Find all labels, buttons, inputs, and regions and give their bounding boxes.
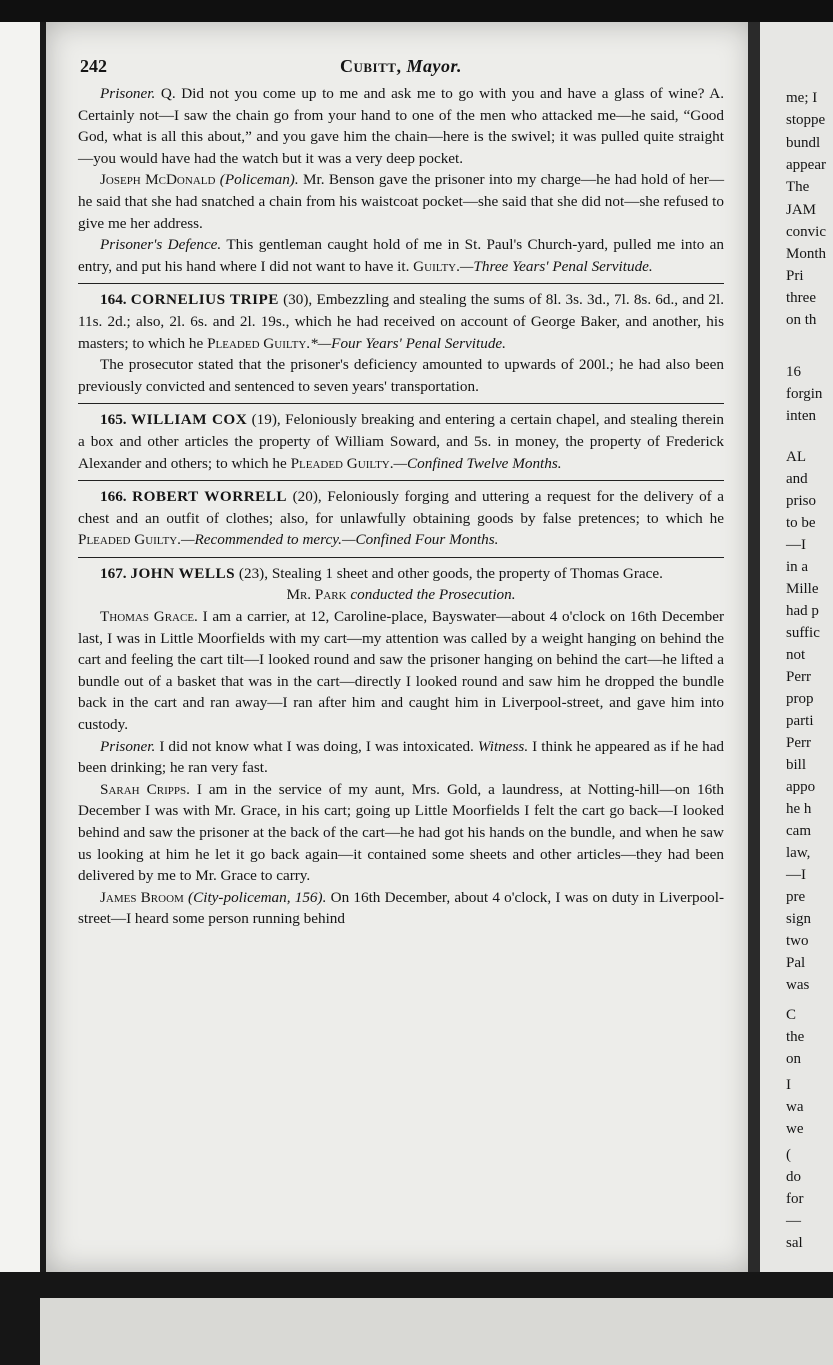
facing-page-fragment: The xyxy=(786,179,810,195)
facing-page-fragment: wa xyxy=(786,1099,804,1115)
running-head-name: Cubitt, xyxy=(340,56,402,76)
defendant-age: (30), xyxy=(283,291,313,309)
counsel-text: conducted the Prosecution. xyxy=(350,586,516,604)
facing-page-fragment: law, xyxy=(786,845,811,861)
defendant-name: JOHN WELLS xyxy=(130,564,236,582)
prisoner-question xyxy=(78,83,724,169)
facing-page-fragment: JAM xyxy=(786,202,817,218)
facing-page-fragment: stoppe xyxy=(786,112,826,128)
facing-page-fragment: to be xyxy=(786,515,816,531)
prisoner-statement xyxy=(78,736,724,779)
page-content xyxy=(78,35,724,930)
case-165-heading xyxy=(78,409,724,474)
running-head xyxy=(78,55,724,77)
facing-page-fragment: AL xyxy=(786,449,806,465)
facing-page-fragment: bill xyxy=(786,757,807,773)
case-166-heading xyxy=(78,486,724,551)
facing-page-fragment: forgin xyxy=(786,386,823,402)
facing-page-fragment: not xyxy=(786,647,806,663)
facing-page-fragment: suffic xyxy=(786,625,820,641)
facing-page xyxy=(760,22,833,1272)
facing-page-fragment: sign xyxy=(786,911,812,927)
counsel-line xyxy=(78,584,724,606)
witness-james-broom xyxy=(78,887,724,930)
facing-page-fragment: pre xyxy=(786,889,806,905)
facing-page-fragment: C xyxy=(786,1007,797,1023)
case-164-heading xyxy=(78,289,724,354)
facing-page-fragment: Pri xyxy=(786,268,804,284)
facing-page-fragment: convic xyxy=(786,224,826,240)
facing-page-fragment: priso xyxy=(786,493,816,509)
defendant-name: ROBERT WORRELL xyxy=(132,488,288,506)
running-head-title: Mayor. xyxy=(406,56,462,76)
witness-name: Joseph McDonald xyxy=(100,171,216,189)
paragraph-text: I am in the service of my aunt, Mrs. Gold, a laundress, at Notting-hill—on 16th December I was with Mr. Grace, in his cart; going up Little Moorfields I felt the cart go back—I looked behind and saw the prisoner at the back of the cart—he had got his hands on the bundle, and when he saw us looking at him he let it go back again—it contained some sheets and other articles—they had been delivered by me to Mr. Grace to carry. xyxy=(78,780,724,885)
facing-page-fragment: cam xyxy=(786,823,811,839)
sentence: *—Four Years' Penal Servitude. xyxy=(310,334,506,352)
speaker-label: Witness. xyxy=(477,737,529,755)
counsel-name: Mr. Park xyxy=(286,586,347,604)
facing-page-fragment: had p xyxy=(786,603,819,619)
paragraph-text: I did not know what I was doing, I was intoxicated. xyxy=(159,737,474,755)
case-divider xyxy=(78,480,724,481)
paragraph-text: Q. Did not you come up to me and ask me to go with you and have a glass of wine? A. Certainly not—I saw the chain go from your hand to one of the men who attacked me—he said, “Good God, what is all this about,” and you gave him the chain—here is the swivel; it was pulled quite straight—you would have had the watch but it was a very deep pocket. xyxy=(78,85,725,167)
facing-page-fragment: two xyxy=(786,933,809,949)
facing-page-fragment: appear xyxy=(786,157,826,173)
facing-page-fragment: do xyxy=(786,1169,801,1185)
facing-page-fragment: parti xyxy=(786,713,814,729)
bottom-edge xyxy=(40,1298,833,1365)
case-164-note: The prosecutor stated that the prisoner's deficiency amounted to upwards of 200l.; he had also been previously convicted and sentenced to seven years' transportation. xyxy=(78,356,724,395)
sentence: —Confined Twelve Months. xyxy=(393,454,562,472)
verdict-label: Guilty. xyxy=(413,257,460,275)
case-number: 167. xyxy=(100,564,127,582)
plea: Pleaded Guilty. xyxy=(290,454,394,472)
facing-page-fragment: appo xyxy=(786,779,816,795)
speaker-label: Prisoner's Defence. xyxy=(100,236,222,254)
defendant-age: (20), xyxy=(292,488,322,506)
facing-page-fragment: ( xyxy=(786,1147,791,1163)
verdict xyxy=(413,258,653,275)
facing-page-fragment: the xyxy=(786,1029,805,1045)
speaker-label: Prisoner. xyxy=(100,85,156,102)
speaker-label: Prisoner. xyxy=(100,737,156,755)
case-divider xyxy=(78,283,724,284)
case-number: 166. xyxy=(100,488,127,506)
paragraph-text: Mr. Benson gave the prisoner into my charge—he had hold of her—he said that she had snatched a chain from his waistcoat pocket—she said that she did not—she refused to give me her address. xyxy=(78,171,725,232)
defendant-name: CORNELIUS TRIPE xyxy=(130,291,279,309)
facing-page-fragment: Perr xyxy=(786,735,811,751)
facing-page-fragment: inten xyxy=(786,408,816,424)
facing-page-fragment: Perr xyxy=(786,669,811,685)
case-divider xyxy=(78,403,724,404)
page-header xyxy=(78,35,724,76)
facing-page-fragment: bundl xyxy=(786,135,821,151)
facing-page-fragment: in a xyxy=(786,559,809,575)
facing-page-fragment: on th xyxy=(786,312,817,328)
facing-page-fragment: —I xyxy=(786,867,806,883)
facing-page-fragment: sal xyxy=(786,1235,803,1251)
top-scan-border xyxy=(0,0,833,22)
case-number: 165. xyxy=(100,411,127,429)
witness-sarah-cripps xyxy=(78,779,724,887)
facing-page-fragment: on xyxy=(786,1051,801,1067)
case-167-heading xyxy=(78,563,724,585)
facing-page-fragment: Mille xyxy=(786,581,819,597)
defendant-age: (19), xyxy=(251,411,281,429)
defendant-name: WILLIAM COX xyxy=(130,411,248,429)
facing-page-fragment: he h xyxy=(786,801,812,817)
witness-role: (City-policeman, 156). xyxy=(188,888,327,906)
paragraph-text: I think he appeared as if he had been drinking; he ran very fast. xyxy=(78,737,725,777)
facing-page-fragment: Month xyxy=(786,246,827,262)
facing-page-fragment: me; I xyxy=(786,90,818,106)
case-number: 164. xyxy=(100,291,127,309)
facing-page-fragment: three xyxy=(786,290,816,306)
witness-role: (Policeman). xyxy=(219,171,299,189)
witness-name: James Broom xyxy=(100,888,184,906)
facing-page-fragment: Pal xyxy=(786,955,806,971)
defendant-age: (23), xyxy=(238,564,269,582)
charge-text: Feloniously forging and uttering a request for the delivery of a chest and an outfit of clothes; also, for unlawfully obtaining goods by false pretences; to which he xyxy=(78,488,725,527)
paragraph-text: I am a carrier, at 12, Caroline-place, Bayswater—about 4 o'clock on 16th December last, I was in Little Moorfields with my cart—my attention was called by a weight hanging on behind the cart and feeling the cart tilt—I looked round and saw the prisoner hanging on behind the cart—he lifted a bundle out of a basket that was in the cart—directly I looked round and saw him he dropped the bundle back in the cart and ran away—I ran after him and caught him in Liverpool-street, and gave him into custody. xyxy=(78,608,725,734)
facing-page-fragment: prop xyxy=(786,691,814,707)
witness-name: Thomas Grace. xyxy=(100,608,198,626)
paragraph-text: On 16th December, about 4 o'clock, I was on duty in Liverpool-street—I heard some person running behind xyxy=(78,888,725,928)
prisoner-defence xyxy=(78,234,724,277)
facing-page-fragment: 16 xyxy=(786,364,801,380)
facing-page-fragment: and xyxy=(786,471,808,487)
paragraph-text: This gentleman caught hold of me in St. Paul's Church-yard, pulled me into an entry, and put his hand where I did not want to have it. xyxy=(78,236,724,275)
plea: Pleaded Guilty. xyxy=(207,334,311,352)
verdict-sentence: —Three Years' Penal Servitude. xyxy=(459,257,653,275)
left-margin-edge xyxy=(0,0,40,1300)
facing-page-fragment: was xyxy=(786,977,810,993)
facing-page-fragment: —I xyxy=(786,537,806,553)
facing-page-fragment: — xyxy=(786,1213,801,1229)
facing-page-fragment: we xyxy=(786,1121,804,1137)
plea: Pleaded Guilty. xyxy=(78,531,181,549)
facing-page-fragment: for xyxy=(786,1191,804,1207)
charge-text: Embezzling and stealing the sums of 8l. 3s. 3d., 7l. 8s. 6d., and 2l. 11s. 2d.; also, 2l. 6s. and 2l. 19s., which he had received on account of George Baker, and another, his masters; to which he xyxy=(78,291,725,352)
sentence: —Recommended to mercy.—Confined Four Months. xyxy=(180,531,499,549)
policeman-testimony xyxy=(78,169,724,234)
charge-text: Feloniously breaking and entering a certain chapel, and stealing therein a box and other articles the property of William Soward, and 5s. in money, the property of Frederick Alexander and others; to which he xyxy=(78,411,725,472)
witness-name: Sarah Cripps. xyxy=(100,780,190,798)
page-number: 242 xyxy=(80,56,107,76)
charge-text: Stealing 1 sheet and other goods, the property of Thomas Grace. xyxy=(271,564,663,582)
case-divider xyxy=(78,557,724,558)
witness-thomas-grace xyxy=(78,606,724,736)
facing-page-fragment: I xyxy=(786,1077,791,1093)
